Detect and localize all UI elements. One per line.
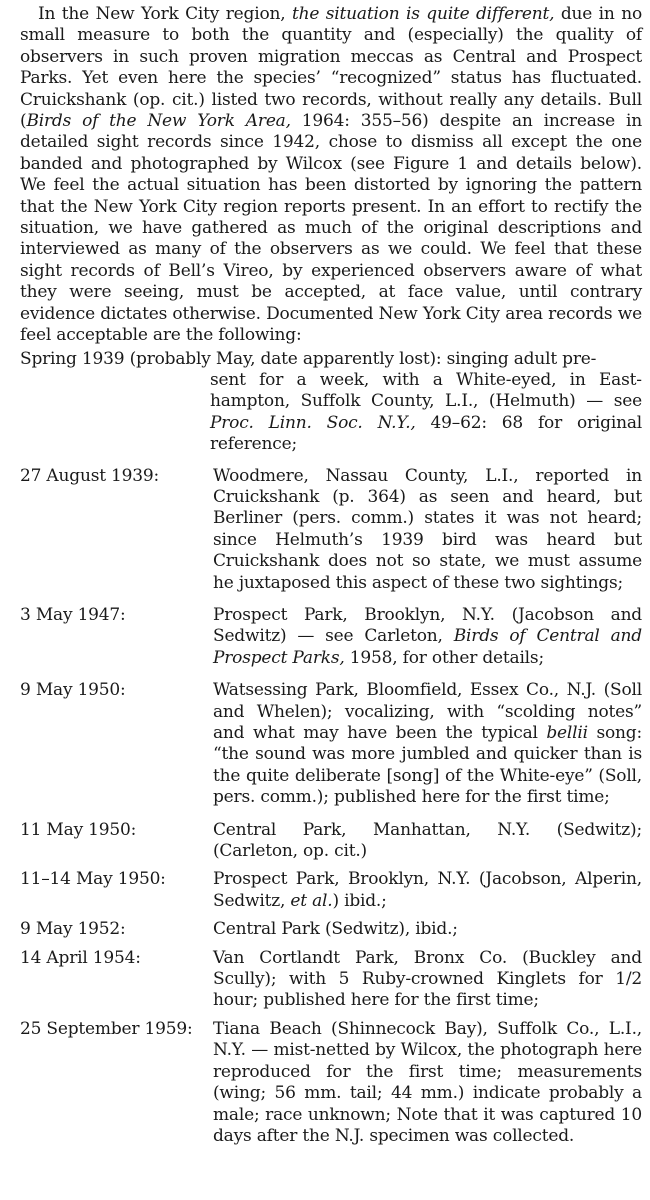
record-9-may-1950 xyxy=(20,680,642,808)
record-text-b: 49–62: 68 for original reference; xyxy=(210,412,642,455)
record-text-a: Prospect Park, Brooklyn, N.Y. (Jacobson, Alperin, Sedwitz, xyxy=(213,869,642,911)
journal-title: Proc. Linn. Soc. N.Y., xyxy=(210,412,416,433)
record-text-b: 1958, for other details; xyxy=(344,647,544,668)
record-11-14-may-1950 xyxy=(20,869,642,912)
record-27-august-1939 xyxy=(20,466,642,594)
record-text-b: ) ibid.; xyxy=(332,890,387,911)
book-title-birds-ny-area: Birds of the New York Area, xyxy=(26,111,291,132)
record-9-may-1952 xyxy=(20,919,642,940)
record-text-b: song: “the sound was more jumbled and quicker than is the quite deliberate [song] of the White-eye” (Soll, pers. comm.); published here for the first time; xyxy=(213,723,642,808)
record-date: Spring 1939 xyxy=(20,348,125,369)
record-date: 11–14 May 1950: xyxy=(20,869,166,890)
et-al: et al. xyxy=(290,890,333,911)
record-date: 27 August 1939: xyxy=(20,465,160,486)
record-text: Van Cortlandt Park, Bronx Co. (Buckley and Scully); with 5 Ruby-crowned Kinglets for 1/2 hour; published here for the first time; xyxy=(213,947,642,1011)
record-14-april-1954 xyxy=(20,948,642,1012)
record-spring-1939 xyxy=(20,349,642,456)
intro-text-2: due in no small measure to both the quantity and (especially) the quality of observers in such proven migration meccas as Central and Prospect Parks. Yet even here the species’ “recognized” status has fluctuated. Cruickshank (op. cit.) listed two records, without really any details. Bull ( xyxy=(20,4,642,132)
record-date: 9 May 1950: xyxy=(20,680,126,701)
record-date: 14 April 1954: xyxy=(20,947,141,968)
record-25-september-1959 xyxy=(20,1019,642,1147)
record-text xyxy=(213,605,642,669)
book-title: Birds of Central and Prospect Parks, xyxy=(213,626,642,668)
record-spring-1939-continuation xyxy=(210,370,642,456)
records-list xyxy=(20,349,642,1148)
record-text-a: sent for a week, with a White-eyed, in Easthampton, Suffolk County, L.I., (Helmuth) — see xyxy=(210,369,642,412)
record-date: 3 May 1947: xyxy=(20,604,126,625)
record-text: Woodmere, Nassau County, L.I., reported in Cruickshank (p. 364) as seen and heard, but Berliner (pers. comm.) states it was not heard; since Helmuth’s 1939 bird was heard but Cruickshank does not so state, we must assume he juxtaposed this aspect of these two sightings; xyxy=(213,465,642,593)
record-text: Central Park, Manhattan, N.Y. (Sedwitz); (Carleton, op. cit.) xyxy=(213,819,642,862)
record-date: 9 May 1952: xyxy=(20,919,126,940)
record-text-a: Watsessing Park, Bloomfield, Essex Co., N.J. (Soll and Whelen); vocalizing, with “scolding notes” and what may have been the typical xyxy=(213,680,642,743)
record-text: Tiana Beach (Shinnecock Bay), Suffolk Co., L.I., N.Y. — mist-netted by Wilcox, the photograph here reproduced for the first time; measurements (wing; 56 mm. tail; 44 mm.) indicate probably a male; race unknown; Note that it was captured 10 days after the N.J. specimen was collected. xyxy=(213,1018,642,1146)
intro-emphasis-1: the situation is quite different, xyxy=(291,4,555,24)
record-text-a: Prospect Park, Brooklyn, N.Y. (Jacobson and Sedwitz) — see Carleton, xyxy=(213,604,642,647)
record-spring-1939-first-line xyxy=(20,349,642,370)
record-3-may-1947 xyxy=(20,605,642,669)
record-date: 11 May 1950: xyxy=(20,819,137,840)
intro-paragraph xyxy=(20,4,642,347)
taxon-name: bellii xyxy=(546,723,588,743)
record-date: 25 September 1959: xyxy=(20,1018,193,1039)
record-text xyxy=(213,680,642,808)
intro-text-3: 1964: 355–56) despite an increase in detailed sight records since 1942, chose to dismiss all except the one banded and photographed by Wilcox (see Figure 1 and details below). We feel the actual situation has been distorted by ignoring the pattern that the New York City region reports present. In an effort to rectify the situation, we have gathered as much of the original descriptions and interviewed as many of the observers as we could. We feel that these sight records of Bell’s Vireo, by experienced observers aware of what they were seeing, must be accepted, at face value, until contrary evidence dictates otherwise. Documented New York City area records we feel acceptable are the following: xyxy=(20,111,642,346)
record-11-may-1950 xyxy=(20,820,642,863)
record-text-lead: (probably May, date apparently lost): singing adult pre- xyxy=(124,348,597,369)
intro-text-1: In the New York City region, xyxy=(38,4,292,24)
record-text: Central Park (Sedwitz), ibid.; xyxy=(213,919,458,940)
record-text xyxy=(213,869,642,912)
